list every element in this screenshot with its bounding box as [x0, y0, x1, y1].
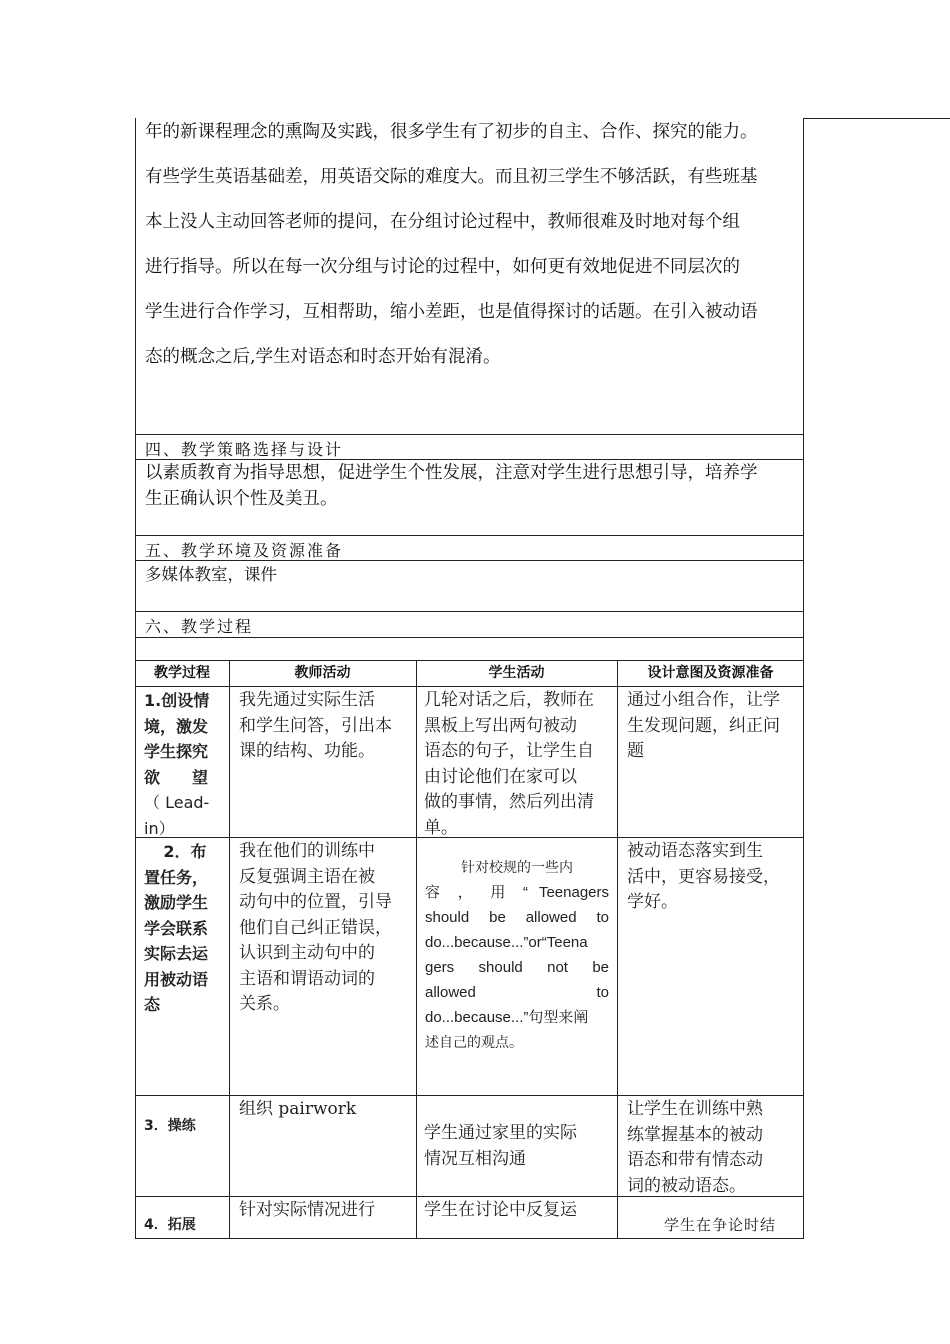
- header-stage: 教学过程: [154, 665, 210, 681]
- intent-cell: 学生在争论时结: [664, 1216, 777, 1234]
- row-divider: [135, 1095, 804, 1096]
- teacher-cell: 组织 pairwork: [239, 1099, 357, 1119]
- student-cell: 学生在讨论中反复运: [424, 1200, 577, 1220]
- page-divider: [804, 118, 950, 119]
- stage-cell: 4．拓展: [144, 1217, 196, 1233]
- row-divider: [135, 560, 804, 561]
- section4-line: 以素质教育为指导思想，促进学生个性发展，注意对学生进行思想引导，培养学: [145, 463, 758, 483]
- row-divider: [135, 1196, 804, 1197]
- row-divider: [135, 637, 804, 638]
- header-student: 学生活动: [488, 665, 545, 681]
- stage-cell: 3．操练: [144, 1118, 196, 1134]
- intro-paragraph: [145, 110, 800, 380]
- intro-line: 学生进行合作学习，互相帮助，缩小差距，也是值得探讨的话题。在引入被动语: [145, 302, 758, 322]
- teacher-cell: 我先通过实际生活 和学生问答，引出本 课的结构、功能。: [239, 690, 392, 761]
- intent-cell: 被动语态落实到生 活中，更容易接受， 学好。: [627, 841, 780, 912]
- student-cell: 学生通过家里的实际 情况互相沟通: [424, 1123, 577, 1169]
- intro-line: 进行指导。所以在每一次分组与讨论的过程中，如何更有效地促进不同层次的: [145, 257, 740, 277]
- section6-title: 六、教学过程: [145, 617, 254, 636]
- student-cell: 针对校规的一些内 容 ， 用 “ Teenagers should be allowed to do...because...”or“Teena gers should not be allowed to do...because...”句型来阐 述自己的观点。: [425, 859, 609, 1050]
- stage-cell: 2．布 置任务， 激励学生 学会联系 实际去运 用被动语 态: [144, 842, 209, 1014]
- section4-line: 生正确认识个性及美丑。: [145, 489, 338, 509]
- row-divider: [135, 611, 804, 612]
- teacher-cell: 我在他们的训练中 反复强调主语在被 动句中的位置，引导 他们自己纠正错误， 认识到主动句中的 主语和谓语动词的 关系。: [239, 841, 392, 1014]
- intro-line: 态的概念之后,学生对语态和时态开始有混淆。: [145, 347, 501, 367]
- column-divider: [416, 660, 417, 1239]
- student-cell: 几轮对话之后，教师在 黑板上写出两句被动 语态的句子，让学生自 由讨论他们在家可以 做的事情，然后列出清 单。: [424, 690, 594, 838]
- intent-cell: 通过小组合作，让学 生发现问题，纠正问 题: [627, 690, 780, 761]
- section4-title: 四、教学策略选择与设计: [145, 440, 344, 459]
- stage-cell: 1.创设情 境，激发 学生探究 欲 望 （ Lead- in）: [144, 691, 210, 838]
- intro-line: 本上没人主动回答老师的提问，在分组讨论过程中，教师很难及时地对每个组: [145, 212, 740, 232]
- row-divider: [135, 535, 804, 536]
- intro-line: 有些学生英语基础差，用英语交际的难度大。而且初三学生不够活跃，有些班基: [145, 167, 758, 187]
- section5-body: 多媒体教室，课件: [145, 565, 277, 584]
- row-divider: [135, 686, 804, 687]
- row-divider: [135, 660, 804, 661]
- intro-line: 年的新课程理念的熏陶及实践，很多学生有了初步的自主、合作、探究的能力。: [145, 122, 758, 142]
- teacher-cell: 针对实际情况进行: [239, 1200, 375, 1220]
- column-divider: [617, 660, 618, 1239]
- section5-title: 五、教学环境及资源准备: [145, 541, 344, 560]
- header-intent: 设计意图及资源准备: [647, 665, 774, 681]
- section4-body: [145, 460, 800, 512]
- column-divider: [229, 660, 230, 1239]
- header-teacher: 教师活动: [294, 665, 351, 681]
- intent-cell: 让学生在训练中熟 练掌握基本的被动 语态和带有情态动 词的被动语态。: [627, 1099, 763, 1196]
- row-divider: [135, 837, 804, 838]
- row-divider: [135, 434, 804, 435]
